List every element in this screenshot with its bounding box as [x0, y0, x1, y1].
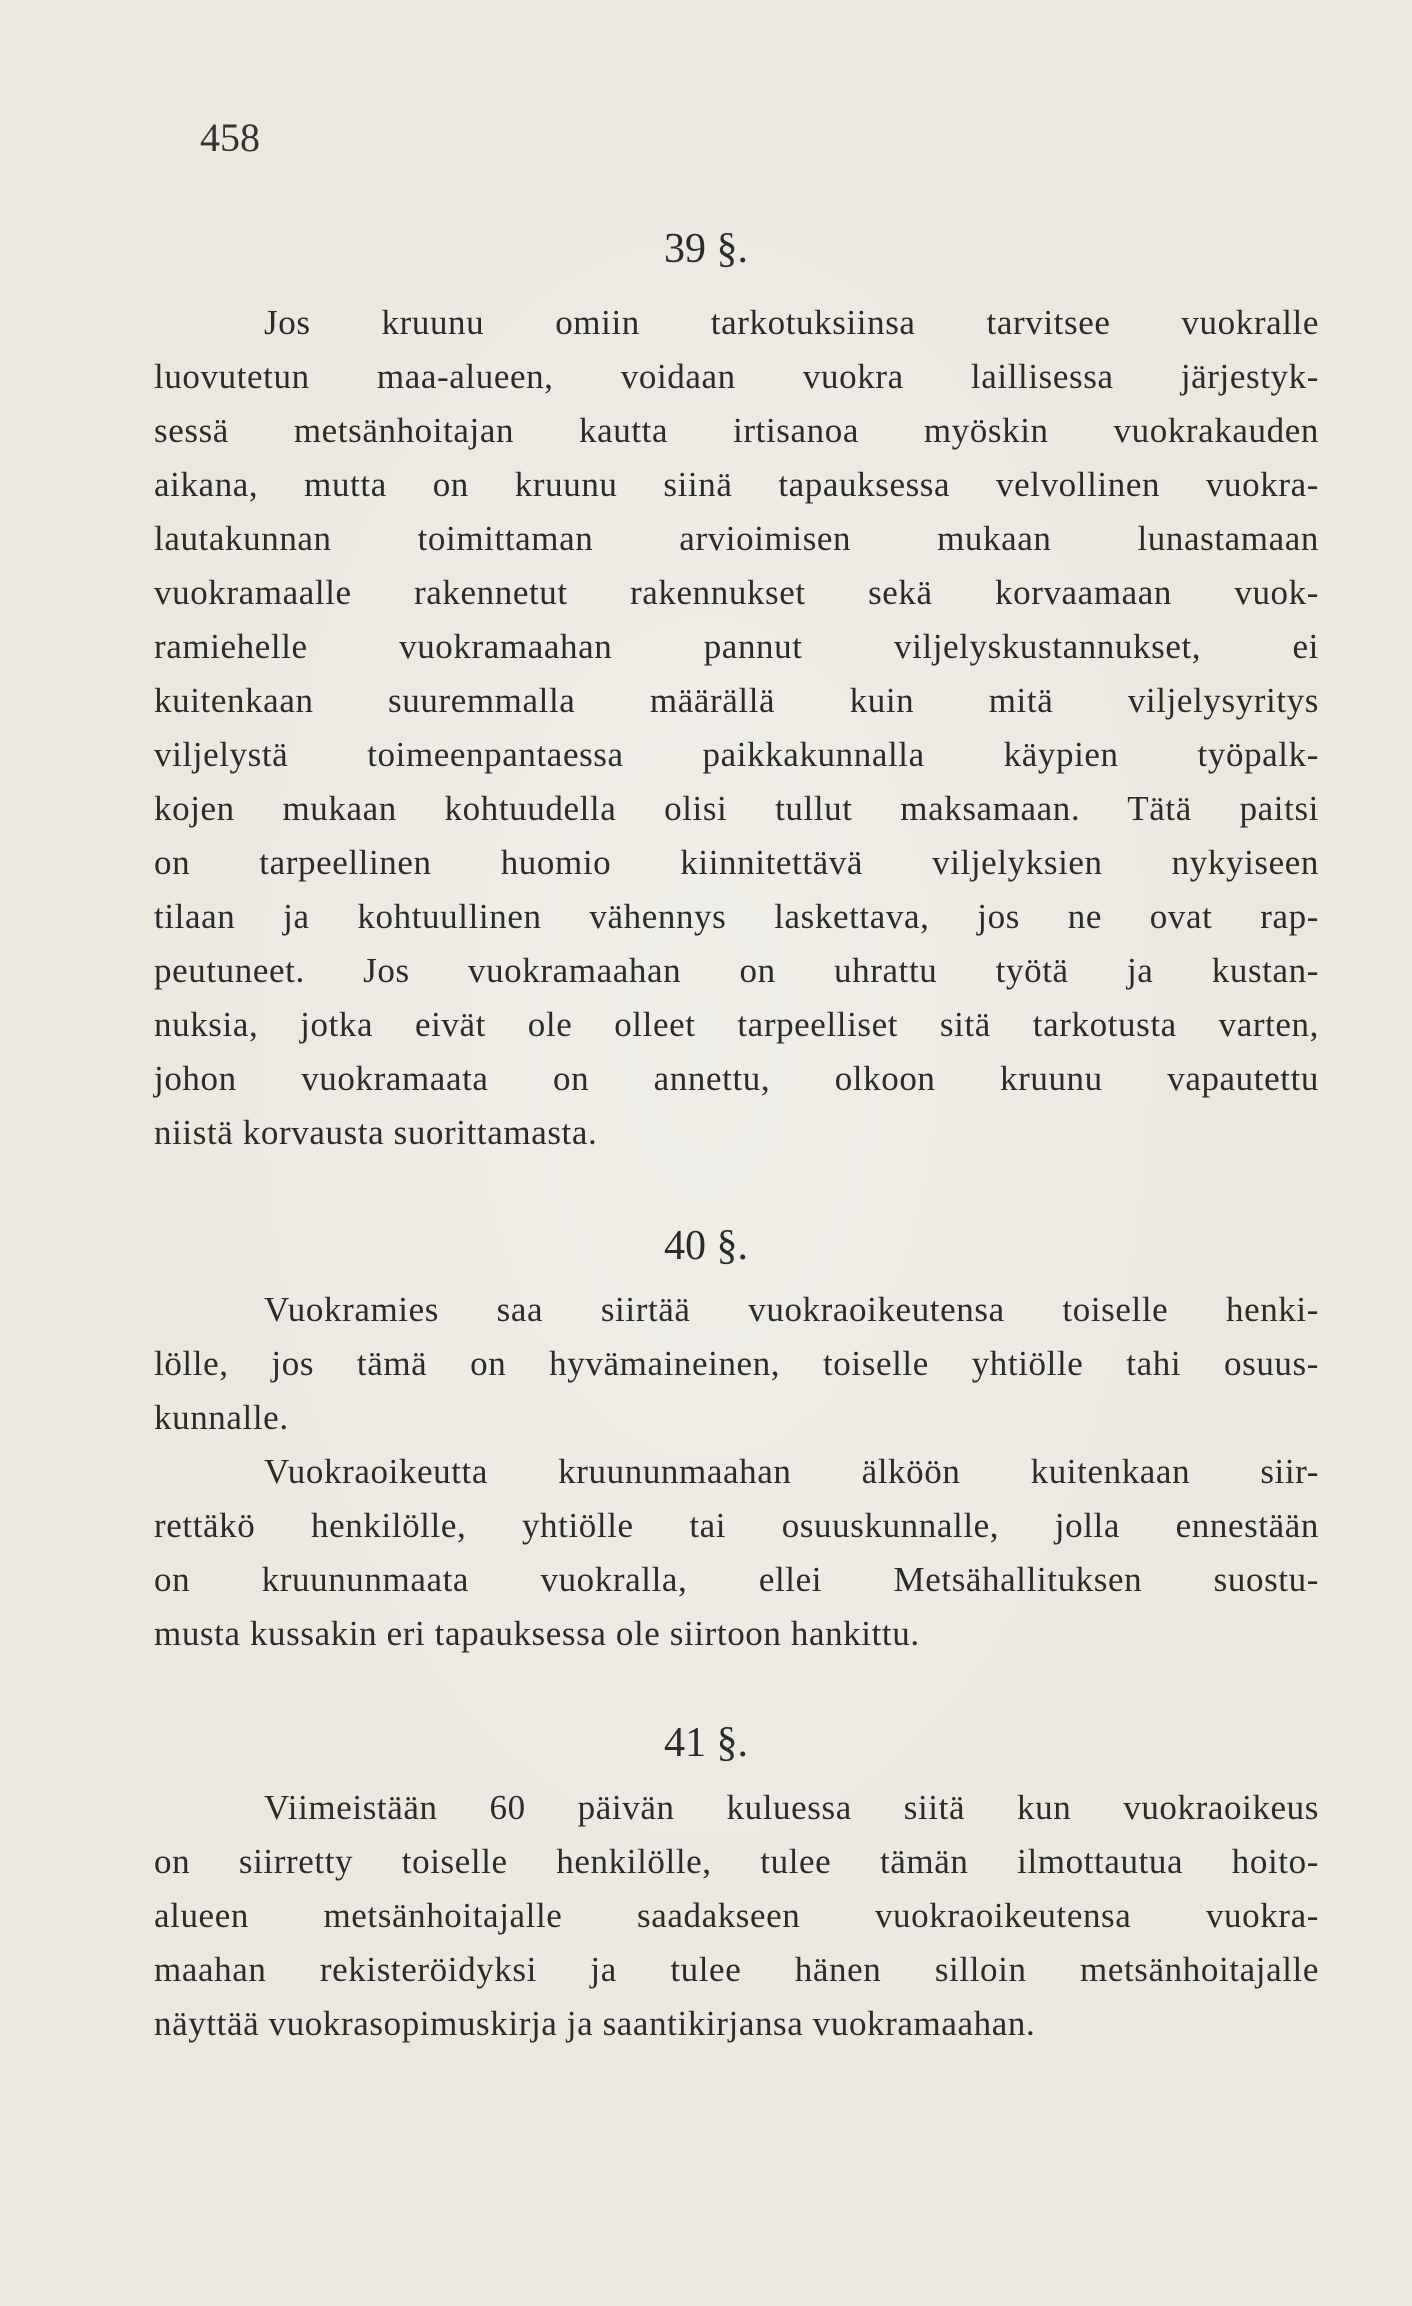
text-line: ramiehelle vuokramaahan pannut viljelyskustannukset, ei: [154, 627, 1319, 666]
section-40-paragraph-2: [154, 1445, 1319, 1661]
section-heading-39: 39 §.: [664, 226, 748, 272]
text-line: lölle, jos tämä on hyvämaineinen, toiselle yhtiölle tahi osuus-: [154, 1344, 1319, 1383]
text-line: näyttää vuokrasopimuskirja ja saantikirjansa vuokramaahan.: [154, 2004, 1036, 2043]
text-line: Vuokraoikeutta kruununmaahan älköön kuitenkaan siir-: [264, 1452, 1319, 1491]
text-line: on siirretty toiselle henkilölle, tulee tämän ilmottautua hoito-: [154, 1842, 1319, 1881]
text-line: Vuokramies saa siirtää vuokraoikeutensa toiselle henki-: [264, 1290, 1319, 1329]
text-line: alueen metsänhoitajalle saadakseen vuokraoikeutensa vuokra-: [154, 1896, 1319, 1935]
text-line: vuokramaalle rakennetut rakennukset sekä korvaamaan vuok-: [154, 573, 1319, 612]
text-line: kojen mukaan kohtuudella olisi tullut maksamaan. Tätä paitsi: [154, 789, 1319, 828]
section-heading-40: 40 §.: [664, 1223, 748, 1269]
text-line: rettäkö henkilölle, yhtiölle tai osuuskunnalle, jolla ennestään: [154, 1506, 1319, 1545]
text-line: tilaan ja kohtuullinen vähennys laskettava, jos ne ovat rap-: [154, 897, 1319, 936]
text-line: nuksia, jotka eivät ole olleet tarpeelliset sitä tarkotusta varten,: [154, 1005, 1319, 1044]
text-line: kunnalle.: [154, 1398, 289, 1437]
section-41-paragraph-1: [154, 1781, 1319, 2051]
text-line: on tarpeellinen huomio kiinnitettävä viljelyksien nykyiseen: [154, 843, 1319, 882]
page-number: 458: [200, 115, 260, 160]
text-line: niistä korvausta suorittamasta.: [154, 1113, 598, 1152]
text-line: viljelystä toimeenpantaessa paikkakunnalla käypien työpalk-: [154, 735, 1319, 774]
section-40-paragraph-1: [154, 1283, 1319, 1445]
text-line: luovutetun maa-alueen, voidaan vuokra laillisessa järjestyk-: [154, 357, 1319, 396]
text-line: kuitenkaan suuremmalla määrällä kuin mitä viljelysyritys: [154, 681, 1319, 720]
text-line: Jos kruunu omiin tarkotuksiinsa tarvitsee vuokralle: [264, 303, 1319, 342]
section-39-paragraph-1: [154, 296, 1319, 1160]
text-line: maahan rekisteröidyksi ja tulee hänen silloin metsänhoitajalle: [154, 1950, 1319, 1989]
text-line: on kruununmaata vuokralla, ellei Metsähallituksen suostu-: [154, 1560, 1319, 1599]
text-line: johon vuokramaata on annettu, olkoon kruunu vapautettu: [154, 1059, 1319, 1098]
text-line: peutuneet. Jos vuokramaahan on uhrattu työtä ja kustan-: [154, 951, 1319, 990]
text-line: musta kussakin eri tapauksessa ole siirtoon hankittu.: [154, 1614, 920, 1653]
text-line: sessä metsänhoitajan kautta irtisanoa myöskin vuokrakauden: [154, 411, 1319, 450]
text-line: lautakunnan toimittaman arvioimisen mukaan lunastamaan: [154, 519, 1319, 558]
text-line: aikana, mutta on kruunu siinä tapauksessa velvollinen vuokra-: [154, 465, 1319, 504]
section-heading-41: 41 §.: [664, 1720, 748, 1766]
text-line: Viimeistään 60 päivän kuluessa siitä kun vuokraoikeus: [264, 1788, 1319, 1827]
